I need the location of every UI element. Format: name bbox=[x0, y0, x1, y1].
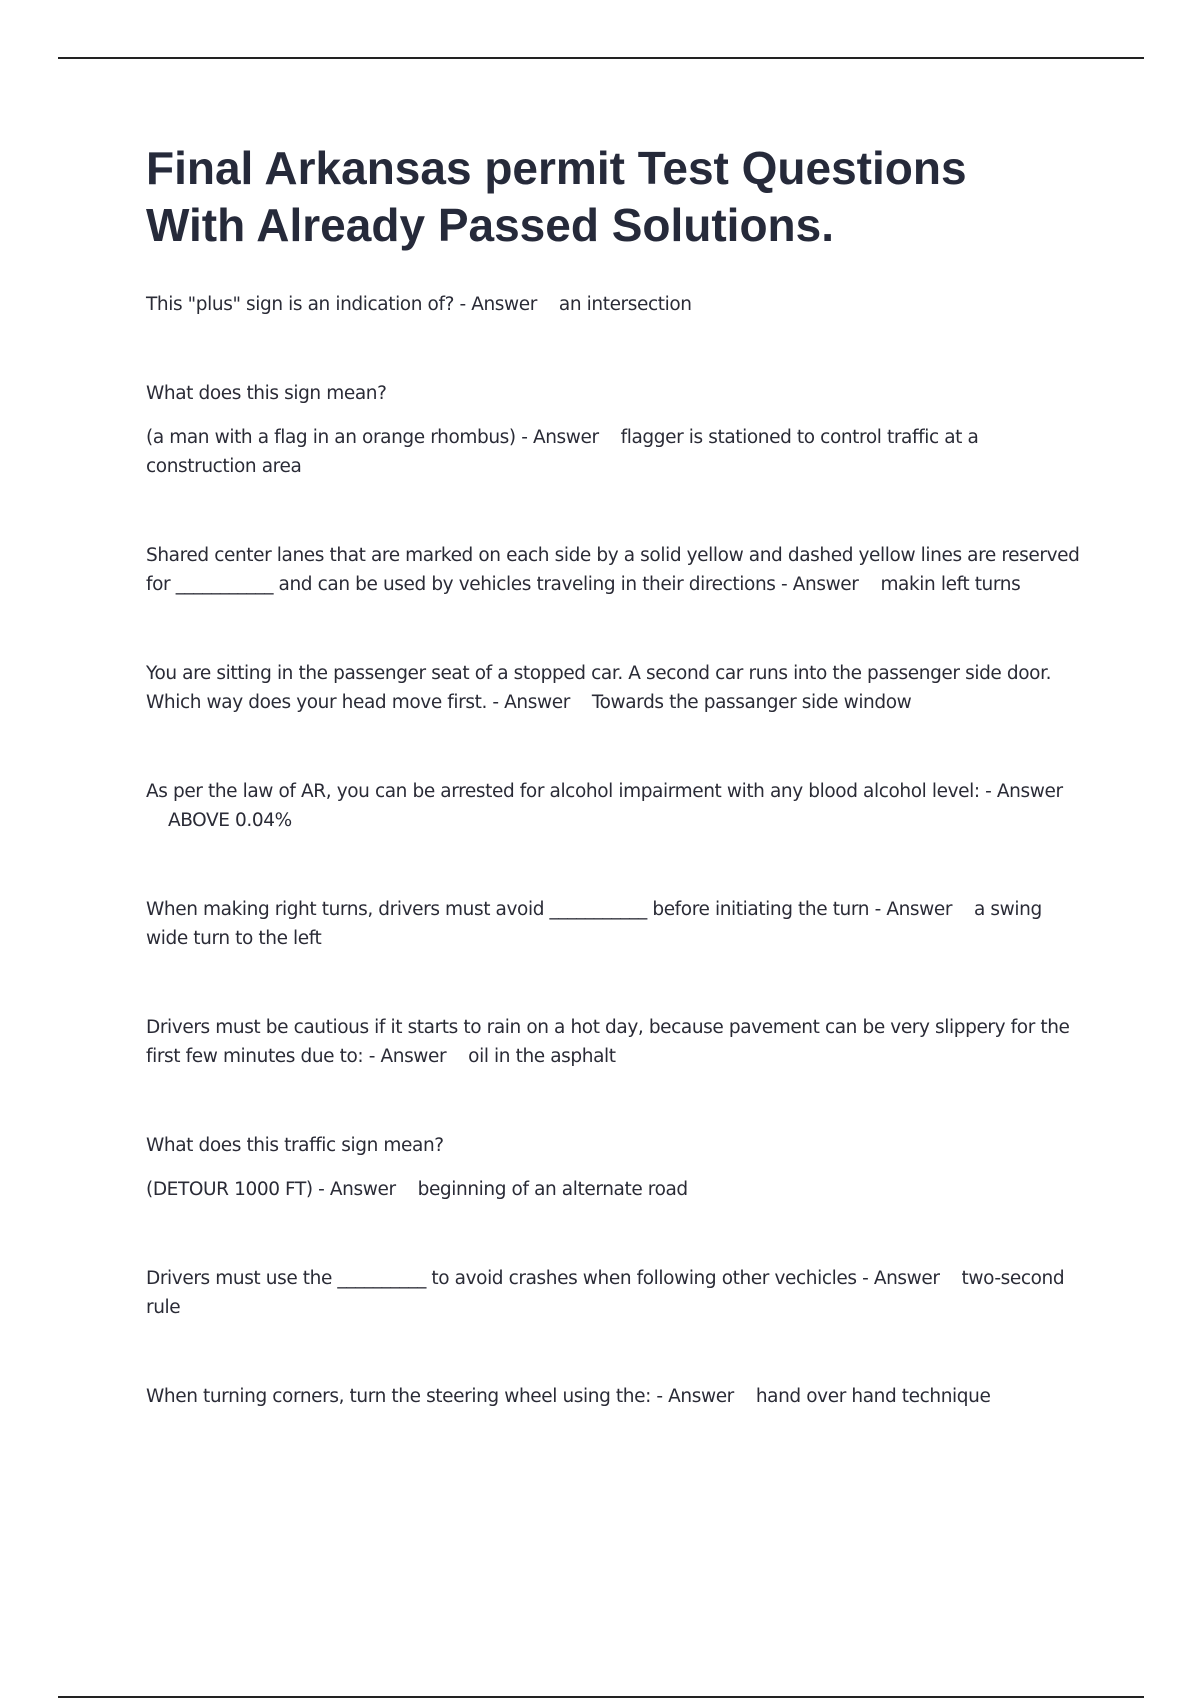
top-divider bbox=[58, 57, 1144, 59]
answer-text: Towards the passanger side window bbox=[591, 692, 912, 713]
question-text: What does this sign mean? bbox=[146, 383, 387, 404]
qa-item bbox=[146, 1131, 1086, 1204]
answer-text: ABOVE 0.04% bbox=[167, 810, 292, 831]
answer-label: - Answer bbox=[874, 899, 953, 920]
question-text: Drivers must use the __________ to avoid crashes when following other vechicles bbox=[146, 1268, 857, 1289]
answer-text: beginning of an alternate road bbox=[417, 1179, 688, 1200]
document-title bbox=[146, 140, 1086, 254]
title-line: With Already Passed Solutions. bbox=[146, 199, 835, 251]
document-body bbox=[146, 140, 1086, 1471]
answer-text: flagger is stationed to control traffic at a construction area bbox=[146, 427, 979, 477]
title-line: Final Arkansas permit Test Questions bbox=[146, 142, 967, 194]
answer-label: - Answer bbox=[318, 1179, 396, 1200]
answer-label: - Answer bbox=[656, 1386, 734, 1407]
answer-text: hand over hand technique bbox=[755, 1386, 991, 1407]
qa-item bbox=[146, 541, 1086, 599]
qa-item bbox=[146, 1382, 1086, 1411]
question-detail: (a man with a flag in an orange rhombus) bbox=[146, 427, 516, 448]
question-text: What does this traffic sign mean? bbox=[146, 1135, 444, 1156]
answer-label: - Answer bbox=[459, 294, 537, 315]
question-text: When turning corners, turn the steering wheel using the: bbox=[146, 1386, 651, 1407]
qa-item bbox=[146, 290, 1086, 319]
question-text: As per the law of AR, you can be arrested for alcohol impairment with any blood alcohol level: bbox=[146, 781, 980, 802]
qa-item bbox=[146, 777, 1086, 835]
question-text: This "plus" sign is an indication of? bbox=[146, 294, 454, 315]
answer-label: - Answer bbox=[781, 574, 859, 595]
answer-text: makin left turns bbox=[880, 574, 1021, 595]
qa-item bbox=[146, 1013, 1086, 1071]
answer-label: - Answer bbox=[862, 1268, 940, 1289]
answer-label: - Answer bbox=[521, 427, 599, 448]
qa-item bbox=[146, 1264, 1086, 1322]
bottom-divider bbox=[58, 1696, 1144, 1698]
answer-label: - Answer bbox=[492, 692, 570, 713]
answer-label: - Answer bbox=[368, 1046, 447, 1067]
answer-text: two-second rule bbox=[146, 1268, 1065, 1318]
answer-label: - Answer bbox=[985, 781, 1063, 802]
qa-item bbox=[146, 379, 1086, 481]
qa-item bbox=[146, 895, 1086, 953]
qa-item bbox=[146, 659, 1086, 717]
question-detail: (DETOUR 1000 FT) bbox=[146, 1179, 313, 1200]
answer-text: an intersection bbox=[558, 294, 692, 315]
answer-text: oil in the asphalt bbox=[468, 1046, 616, 1067]
question-text: Drivers must be cautious if it starts to rain on a hot day, because pavement can be very slippery for the first few minutes due to: bbox=[146, 1017, 1070, 1067]
answer-text: a swing wide turn to the left bbox=[146, 899, 1042, 949]
question-text: When making right turns, drivers must avoid ___________ before initiating the turn bbox=[146, 899, 870, 920]
question-text: Shared center lanes that are marked on each side by a solid yellow and dashed yellow lines are reserved for ___________ and can be used by vehicles traveling in their directions bbox=[146, 545, 1080, 595]
qa-list bbox=[146, 290, 1086, 1411]
question-text: You are sitting in the passenger seat of a stopped car. A second car runs into the passenger side door. Which way does your head move first. bbox=[146, 663, 1052, 713]
